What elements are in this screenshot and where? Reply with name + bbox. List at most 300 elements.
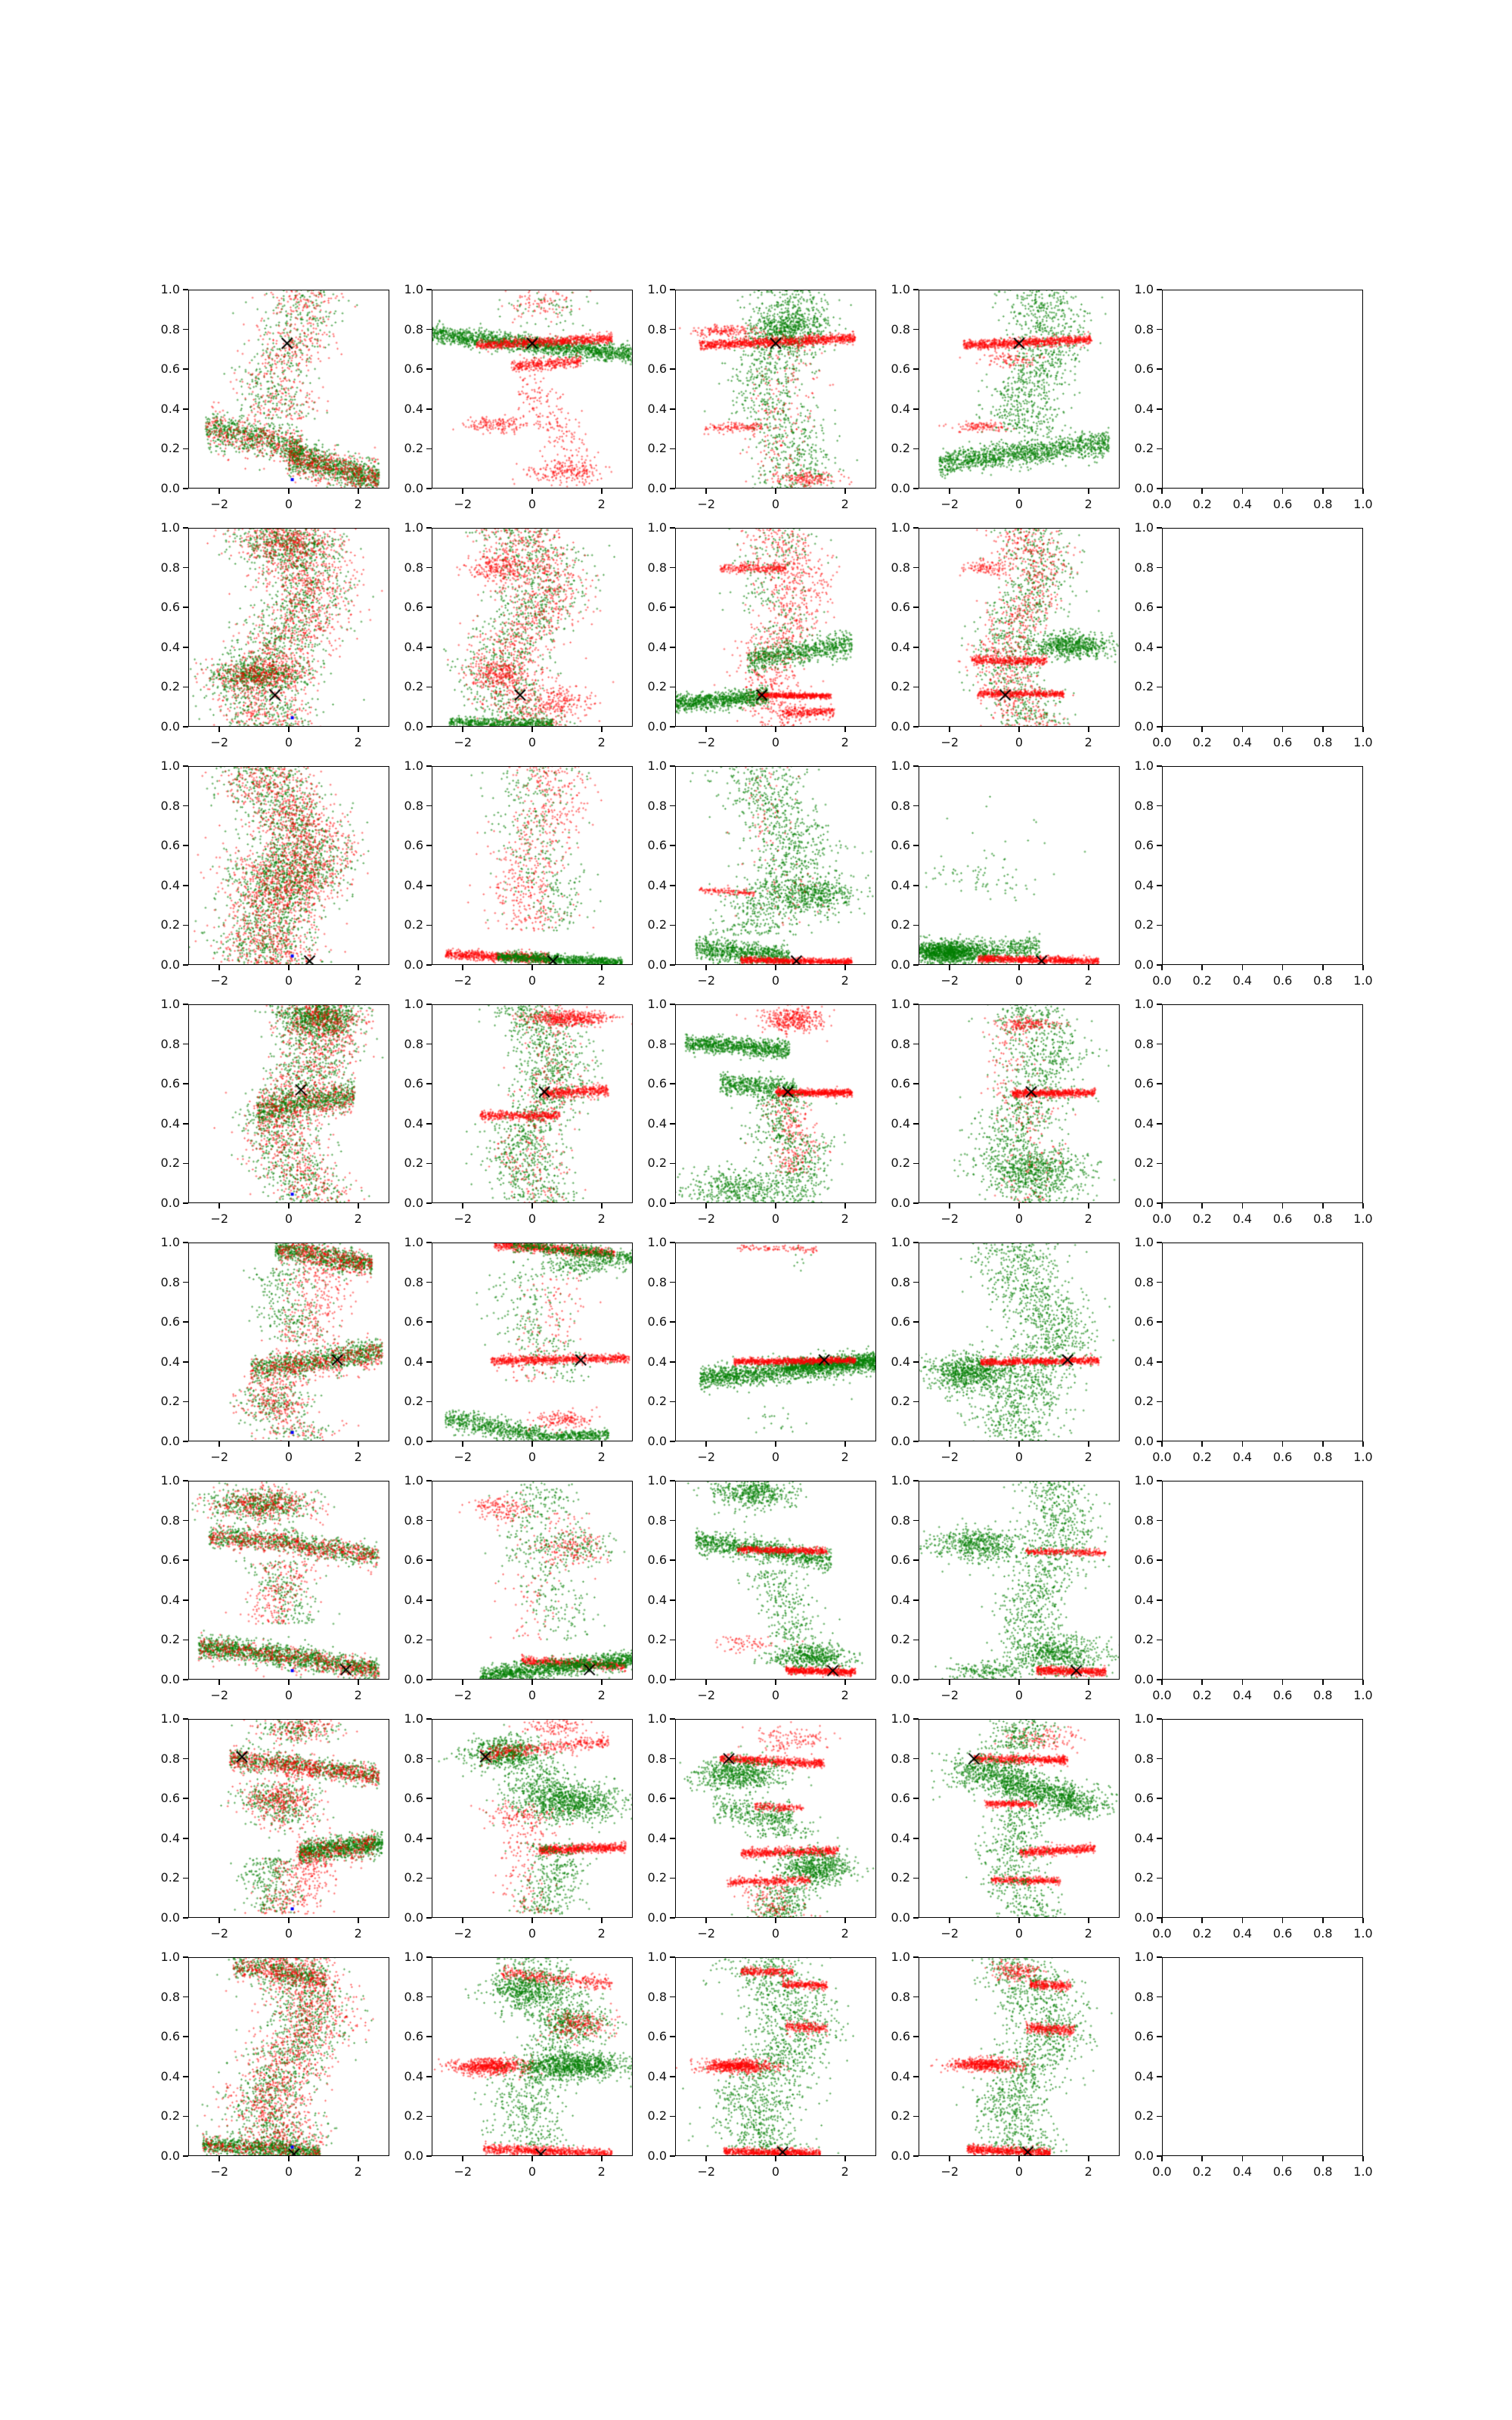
y-tick-label: 0.2 xyxy=(404,679,423,694)
x-tick-label: 2 xyxy=(1084,497,1092,511)
x-tick-label: 1.0 xyxy=(1353,2164,1373,2179)
y-tick xyxy=(183,1242,188,1243)
y-tick-label: 1.0 xyxy=(891,1711,910,1726)
x-tick xyxy=(462,965,463,970)
y-tick-label: 0.6 xyxy=(891,1314,910,1329)
y-tick xyxy=(913,1878,919,1879)
y-tick-label: 1.0 xyxy=(404,1235,423,1249)
scatter-canvas xyxy=(188,766,389,965)
x-tick-label: 0.4 xyxy=(1232,2164,1253,2179)
x-tick xyxy=(1088,965,1089,970)
x-tick-label: 0 xyxy=(528,497,537,511)
x-tick xyxy=(844,2156,846,2161)
y-tick xyxy=(426,2155,432,2157)
y-tick xyxy=(426,567,432,569)
y-tick-label: 0.0 xyxy=(891,1910,910,1925)
y-tick-label: 0.2 xyxy=(1134,1156,1154,1171)
y-tick xyxy=(426,687,432,688)
y-tick xyxy=(426,845,432,846)
y-tick xyxy=(426,1718,432,1720)
x-tick-label: 2 xyxy=(841,1688,849,1702)
y-tick-label: 0.6 xyxy=(647,361,667,377)
y-tick-label: 1.0 xyxy=(404,282,423,296)
x-tick-label: 0 xyxy=(1015,1688,1024,1702)
x-tick xyxy=(705,727,707,732)
x-tick-label: 0.2 xyxy=(1192,2164,1212,2179)
y-tick xyxy=(913,2116,919,2118)
y-tick-label: 0.0 xyxy=(647,2149,667,2163)
y-tick-label: 1.0 xyxy=(1134,997,1154,1011)
y-tick-label: 1.0 xyxy=(891,520,910,535)
y-tick-label: 0.8 xyxy=(404,1751,423,1766)
x-tick-label: −2 xyxy=(454,1450,472,1464)
scatter-canvas xyxy=(432,528,633,727)
y-tick xyxy=(670,289,675,290)
subplot-r4c1 xyxy=(160,997,389,1226)
x-tick-label: 0.6 xyxy=(1272,1688,1293,1702)
y-tick-label: 0.6 xyxy=(160,1314,180,1329)
y-tick xyxy=(913,885,919,886)
x-tick xyxy=(601,1918,603,1923)
subplot-r4c5 xyxy=(1134,997,1373,1226)
x-tick xyxy=(844,727,846,732)
scatter-canvas xyxy=(432,1243,633,1441)
y-tick xyxy=(913,1640,919,1641)
y-tick xyxy=(183,1163,188,1165)
y-tick xyxy=(1157,964,1162,966)
y-tick-label: 0.4 xyxy=(891,401,910,416)
y-tick xyxy=(183,964,188,966)
x-tick-label: 0 xyxy=(284,1450,293,1464)
x-tick xyxy=(949,1918,950,1923)
y-tick xyxy=(1157,2076,1162,2077)
x-tick-label: 0.8 xyxy=(1313,1688,1333,1702)
y-tick-label: 0.4 xyxy=(1134,877,1154,892)
y-tick-label: 0.0 xyxy=(891,1196,910,1210)
y-tick xyxy=(913,1917,919,1919)
y-tick xyxy=(1157,1520,1162,1522)
x-tick-label: 0.0 xyxy=(1152,973,1172,988)
x-tick-label: 0.8 xyxy=(1313,735,1333,749)
y-tick-label: 0.0 xyxy=(647,719,667,734)
x-tick xyxy=(1362,2156,1364,2161)
x-tick xyxy=(358,1203,359,1208)
x-tick-label: 0.6 xyxy=(1272,497,1293,511)
x-tick-label: 0 xyxy=(771,1212,780,1226)
x-tick-label: 0 xyxy=(771,497,780,511)
y-tick xyxy=(670,1321,675,1323)
y-tick-label: 0.2 xyxy=(891,917,910,932)
x-tick xyxy=(1322,727,1324,732)
subplot-r1c2 xyxy=(404,282,633,511)
y-tick-label: 0.0 xyxy=(404,1672,423,1686)
y-tick xyxy=(913,1520,919,1522)
x-tick xyxy=(949,2156,950,2161)
scatter-canvas xyxy=(188,1243,389,1441)
y-tick xyxy=(670,1599,675,1601)
y-tick-label: 0.0 xyxy=(404,719,423,734)
plot-frame xyxy=(1162,1957,1363,2156)
y-tick xyxy=(426,607,432,608)
y-tick-label: 1.0 xyxy=(404,997,423,1011)
y-tick-label: 0.6 xyxy=(647,1553,667,1568)
y-tick xyxy=(1157,1758,1162,1760)
y-tick-label: 0.6 xyxy=(647,1791,667,1806)
y-tick-label: 0.8 xyxy=(647,560,667,575)
x-tick xyxy=(218,965,220,970)
y-tick xyxy=(913,726,919,728)
x-tick xyxy=(775,2156,776,2161)
y-tick xyxy=(913,1004,919,1005)
y-tick-label: 0.2 xyxy=(647,441,667,456)
y-tick-label: 0.2 xyxy=(160,1870,180,1885)
y-tick-label: 0.2 xyxy=(891,1632,910,1647)
y-tick xyxy=(183,1202,188,1204)
x-tick xyxy=(1282,727,1284,732)
y-tick-label: 0.0 xyxy=(160,2149,180,2163)
x-tick-label: 0.8 xyxy=(1313,973,1333,988)
y-tick xyxy=(183,1083,188,1084)
x-tick xyxy=(1201,1441,1203,1447)
scatter-canvas xyxy=(919,1957,1120,2156)
x-tick-label: 0.0 xyxy=(1152,497,1172,511)
x-tick-label: 2 xyxy=(1084,2164,1092,2179)
x-tick xyxy=(844,1680,846,1685)
plot-frame xyxy=(1162,1481,1363,1680)
y-tick xyxy=(1157,1878,1162,1879)
x-tick xyxy=(1242,2156,1244,2161)
x-tick-label: 0.6 xyxy=(1272,735,1293,749)
x-tick xyxy=(1018,489,1020,494)
x-tick xyxy=(949,965,950,970)
x-tick-label: −2 xyxy=(940,497,959,511)
x-tick-label: 0 xyxy=(771,1450,780,1464)
x-tick-label: 0 xyxy=(528,1926,537,1941)
y-tick-label: 0.4 xyxy=(404,639,423,654)
y-tick xyxy=(1157,607,1162,608)
x-tick xyxy=(218,2156,220,2161)
x-tick-label: 0 xyxy=(284,973,293,988)
y-tick xyxy=(670,488,675,489)
y-tick xyxy=(913,607,919,608)
y-tick-label: 0.2 xyxy=(647,2108,667,2124)
y-tick-label: 1.0 xyxy=(160,1235,180,1249)
y-tick xyxy=(913,1559,919,1561)
scatter-canvas xyxy=(919,290,1120,489)
y-tick-label: 0.4 xyxy=(647,639,667,654)
y-tick xyxy=(426,805,432,807)
y-tick xyxy=(183,726,188,728)
y-tick xyxy=(183,567,188,569)
x-tick-label: −2 xyxy=(210,973,229,988)
y-tick-label: 0.0 xyxy=(1134,719,1154,734)
x-tick-label: 0.4 xyxy=(1232,973,1253,988)
y-tick-label: 0.4 xyxy=(160,1115,180,1131)
y-tick xyxy=(183,488,188,489)
y-tick-label: 0.6 xyxy=(404,1791,423,1806)
x-tick xyxy=(1242,1441,1244,1447)
y-tick-label: 0.8 xyxy=(647,1751,667,1766)
x-tick xyxy=(531,1918,533,1923)
x-tick xyxy=(462,1918,463,1923)
x-tick xyxy=(218,1680,220,1685)
x-tick xyxy=(1242,1203,1244,1208)
x-tick-label: −2 xyxy=(454,973,472,988)
x-tick-label: 0 xyxy=(771,735,780,749)
x-tick xyxy=(218,1918,220,1923)
y-tick-label: 0.2 xyxy=(1134,1632,1154,1647)
x-tick xyxy=(1242,727,1244,732)
y-tick-label: 0.6 xyxy=(647,2029,667,2044)
y-tick xyxy=(670,1361,675,1363)
y-tick xyxy=(670,726,675,728)
x-tick xyxy=(531,1441,533,1447)
y-tick xyxy=(913,527,919,529)
y-tick-label: 0.6 xyxy=(1134,1553,1154,1568)
y-tick-label: 0.0 xyxy=(647,1910,667,1925)
plot-frame xyxy=(1162,1243,1363,1441)
x-tick-label: 1.0 xyxy=(1353,735,1373,749)
y-tick-label: 0.8 xyxy=(404,1274,423,1289)
x-tick-label: −2 xyxy=(940,735,959,749)
subplot-r8c2 xyxy=(404,1950,633,2179)
x-tick-label: 2 xyxy=(841,1450,849,1464)
y-tick xyxy=(670,368,675,370)
subplot-r6c4 xyxy=(891,1473,1120,1702)
subplot-r2c5 xyxy=(1134,520,1373,749)
y-tick-label: 0.4 xyxy=(160,639,180,654)
x-tick-label: 0 xyxy=(528,1688,537,1702)
y-tick xyxy=(670,1004,675,1005)
x-tick xyxy=(218,1441,220,1447)
y-tick-label: 0.8 xyxy=(1134,560,1154,575)
x-tick xyxy=(1362,1441,1364,1447)
x-tick xyxy=(531,965,533,970)
x-tick xyxy=(1161,965,1163,970)
x-tick xyxy=(844,965,846,970)
x-tick-label: 0 xyxy=(1015,1212,1024,1226)
x-tick xyxy=(1282,965,1284,970)
x-tick xyxy=(1201,1918,1203,1923)
x-tick-label: 2 xyxy=(597,2164,606,2179)
y-tick-label: 1.0 xyxy=(647,997,667,1011)
x-tick-label: 2 xyxy=(841,1212,849,1226)
x-tick-label: 0.8 xyxy=(1313,1212,1333,1226)
x-tick xyxy=(358,1441,359,1447)
y-tick xyxy=(1157,805,1162,807)
x-tick-label: 2 xyxy=(1084,1450,1092,1464)
y-tick xyxy=(670,964,675,966)
x-tick-label: −2 xyxy=(454,2164,472,2179)
x-tick-label: 2 xyxy=(597,735,606,749)
y-tick xyxy=(1157,1599,1162,1601)
y-tick xyxy=(913,1282,919,1283)
subplot-r6c2 xyxy=(404,1473,633,1702)
y-tick xyxy=(426,1798,432,1799)
x-tick xyxy=(1322,489,1324,494)
y-tick xyxy=(1157,368,1162,370)
y-tick xyxy=(183,1321,188,1323)
x-tick-label: 2 xyxy=(841,497,849,511)
y-tick xyxy=(670,607,675,608)
y-tick-label: 0.0 xyxy=(1134,1910,1154,1925)
x-tick xyxy=(462,1203,463,1208)
y-tick xyxy=(913,647,919,648)
y-tick-label: 0.0 xyxy=(891,2149,910,2163)
x-tick xyxy=(1322,1918,1324,1923)
y-tick-label: 0.6 xyxy=(1134,361,1154,377)
x-tick xyxy=(1282,2156,1284,2161)
y-tick xyxy=(913,448,919,450)
x-tick xyxy=(288,965,290,970)
x-tick-label: 0 xyxy=(528,1450,537,1464)
y-tick-label: 0.0 xyxy=(647,957,667,972)
y-tick-label: 0.8 xyxy=(404,560,423,575)
y-tick xyxy=(426,527,432,529)
y-tick-label: 0.2 xyxy=(647,917,667,932)
y-tick xyxy=(670,1640,675,1641)
y-tick-label: 0.2 xyxy=(891,2108,910,2124)
x-tick-label: 2 xyxy=(354,1450,362,1464)
x-tick xyxy=(1282,1918,1284,1923)
y-tick-label: 0.0 xyxy=(404,481,423,495)
y-tick-label: 0.6 xyxy=(1134,838,1154,853)
y-tick xyxy=(670,1441,675,1442)
y-tick-label: 1.0 xyxy=(891,997,910,1011)
y-tick xyxy=(1157,1282,1162,1283)
y-tick-label: 0.2 xyxy=(1134,679,1154,694)
x-tick-label: −2 xyxy=(210,497,229,511)
x-tick-label: 0.0 xyxy=(1152,1688,1172,1702)
subplot-r8c5 xyxy=(1134,1950,1373,2179)
y-tick-label: 0.6 xyxy=(891,600,910,615)
y-tick xyxy=(183,1956,188,1958)
y-tick xyxy=(1157,1004,1162,1005)
y-tick-label: 0.4 xyxy=(647,1354,667,1369)
y-tick-label: 0.2 xyxy=(404,917,423,932)
x-tick xyxy=(288,727,290,732)
x-tick-label: −2 xyxy=(697,1926,716,1941)
y-tick-label: 0.4 xyxy=(891,1830,910,1845)
x-tick-label: 0.0 xyxy=(1152,1212,1172,1226)
x-tick-label: 1.0 xyxy=(1353,497,1373,511)
x-tick xyxy=(775,489,776,494)
y-tick xyxy=(670,765,675,767)
y-tick xyxy=(426,329,432,330)
y-tick-label: 0.8 xyxy=(404,321,423,337)
y-tick-label: 0.8 xyxy=(647,321,667,337)
y-tick xyxy=(670,2076,675,2077)
y-tick xyxy=(183,2116,188,2118)
x-tick xyxy=(358,727,359,732)
y-tick xyxy=(670,1083,675,1084)
x-tick xyxy=(1362,727,1364,732)
y-tick-label: 0.0 xyxy=(891,1434,910,1448)
y-tick xyxy=(183,2076,188,2077)
y-tick xyxy=(913,368,919,370)
y-tick xyxy=(913,845,919,846)
x-tick-label: 0.6 xyxy=(1272,2164,1293,2179)
y-tick-label: 0.8 xyxy=(160,321,180,337)
y-tick xyxy=(183,687,188,688)
y-tick xyxy=(670,1838,675,1839)
y-tick xyxy=(426,1838,432,1839)
y-tick-label: 0.6 xyxy=(404,838,423,853)
subplot-r4c2 xyxy=(404,997,633,1226)
x-tick xyxy=(705,1680,707,1685)
y-tick xyxy=(913,488,919,489)
y-tick xyxy=(183,1917,188,1919)
y-tick xyxy=(183,1441,188,1442)
y-tick-label: 0.0 xyxy=(647,481,667,495)
x-tick xyxy=(288,1918,290,1923)
y-tick-label: 0.2 xyxy=(647,679,667,694)
y-tick-label: 0.8 xyxy=(160,1751,180,1766)
x-tick-label: 0.4 xyxy=(1232,497,1253,511)
x-tick xyxy=(1088,1441,1089,1447)
y-tick xyxy=(426,1640,432,1641)
y-tick-label: 0.6 xyxy=(891,838,910,853)
y-tick-label: 0.4 xyxy=(891,1592,910,1607)
x-tick-label: −2 xyxy=(454,1926,472,1941)
y-tick xyxy=(1157,1044,1162,1045)
x-tick xyxy=(218,489,220,494)
x-tick xyxy=(1088,1918,1089,1923)
x-tick xyxy=(462,2156,463,2161)
x-tick xyxy=(1362,1680,1364,1685)
subplot-r2c4 xyxy=(891,520,1120,749)
scatter-canvas xyxy=(675,766,876,965)
y-tick-label: 0.8 xyxy=(891,1036,910,1051)
y-tick xyxy=(913,1123,919,1125)
x-tick xyxy=(1161,727,1163,732)
y-tick-label: 1.0 xyxy=(647,282,667,296)
scatter-canvas xyxy=(188,528,389,727)
y-tick-label: 1.0 xyxy=(160,759,180,773)
y-tick xyxy=(183,885,188,886)
subplot-r6c5 xyxy=(1134,1473,1373,1702)
subplot-r7c3 xyxy=(647,1711,876,1941)
y-tick xyxy=(913,765,919,767)
x-tick-label: −2 xyxy=(454,497,472,511)
y-tick xyxy=(670,1401,675,1403)
x-tick-label: 2 xyxy=(597,1450,606,1464)
x-tick xyxy=(1322,1203,1324,1208)
y-tick-label: 0.0 xyxy=(891,1672,910,1686)
y-tick-label: 0.0 xyxy=(404,957,423,972)
x-tick-label: 2 xyxy=(354,1212,362,1226)
y-tick-label: 0.8 xyxy=(404,1036,423,1051)
y-tick xyxy=(183,2036,188,2037)
subplot-r3c2 xyxy=(404,759,633,988)
y-tick-label: 0.4 xyxy=(647,401,667,416)
y-tick xyxy=(1157,1798,1162,1799)
y-tick xyxy=(913,2076,919,2077)
subplot-r1c3 xyxy=(647,282,876,511)
x-tick-label: 0 xyxy=(1015,735,1024,749)
x-tick-label: 0 xyxy=(1015,1926,1024,1941)
x-tick-label: −2 xyxy=(697,497,716,511)
y-tick xyxy=(1157,1996,1162,1998)
y-tick xyxy=(913,1321,919,1323)
y-tick-label: 0.2 xyxy=(160,917,180,932)
x-tick xyxy=(531,1203,533,1208)
y-tick xyxy=(670,1758,675,1760)
x-tick xyxy=(1018,2156,1020,2161)
y-tick-label: 0.0 xyxy=(160,1196,180,1210)
y-tick xyxy=(1157,1321,1162,1323)
y-tick-label: 0.4 xyxy=(891,1354,910,1369)
